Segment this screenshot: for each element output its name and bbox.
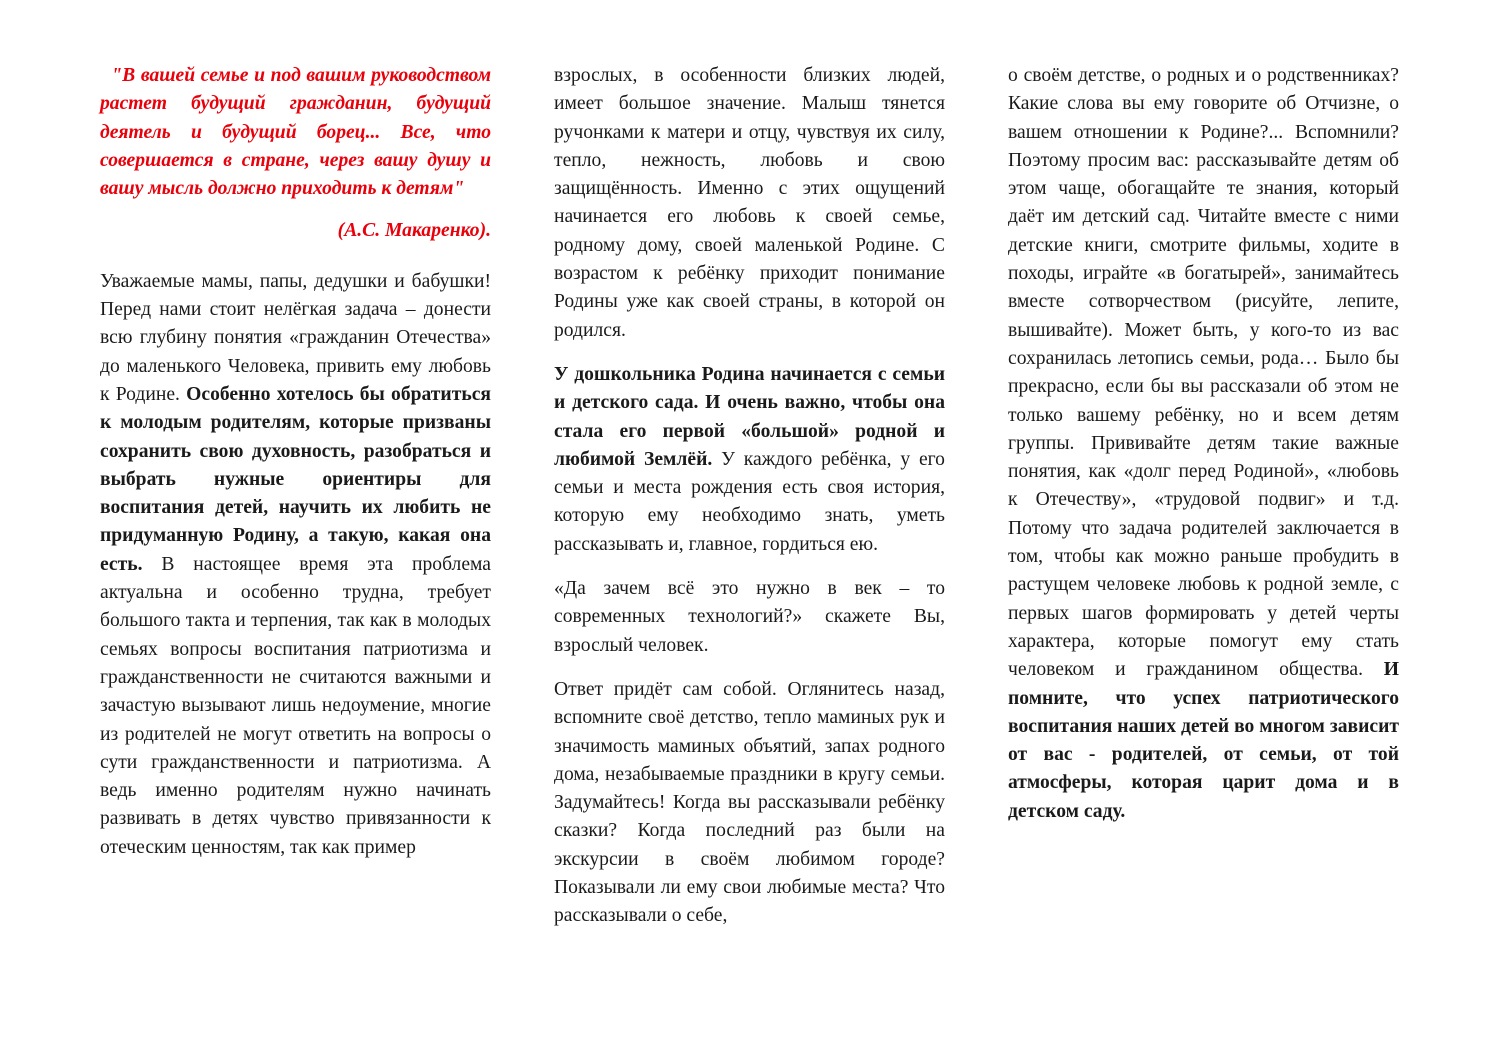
paragraph-appeal (100, 268, 491, 862)
paragraph-homeland-emphasis: У дошкольника Родина начинается с семьи и детского сада. И очень важно, чтобы она стала его первой «большой» родной и любимой Землёй. (554, 363, 945, 470)
paragraph-homeland-begins (554, 361, 945, 559)
paragraph-closing-text: о своём детстве, о родных и о родственниках? Какие слова вы ему говорите об Отчизне, о вашем отношении к Родине?... Вспомнили? Поэтому просим вас: рассказывайте детям об этом чаще, обогащайте те знания, который даёт им детский сад. Читайте вместе с ними детские книги, смотрите фильмы, ходите в походы, играйте «в богатырей», занимайтесь вместе сотворчеством (рисуйте, лепите, вышивайте). Может быть, у кого-то из вас сохранилась летопись семьи, рода… Было бы прекрасно, если бы вы рассказали об этом не только вашему ребёнку, но и всем детям группы. Прививайте детям такие важные понятия, как «долг перед Родиной», «любовь к Отечеству», «трудовой подвиг» и т.д. Потому что задача родителей заключается в том, чтобы как можно раньше пробудить в растущем человеке любовь к родной земле, с первых шагов формировать у детей черты характера, которые помогут ему стать человеком и гражданином общества. (1008, 65, 1399, 681)
paragraph-parents-example: взрослых, в особенности близких людей, имеет большое значение. Малыш тянется ручонками к матери и отцу, чувствуя их силу, тепло, нежность, любовь и свою защищённость. Именно с этих ощущений начинается его любовь к своей семье, родному дому, своей маленькой Родине. С возрастом к ребёнку приходит понимание Родины уже как своей страны, в которой он родился. (554, 65, 945, 341)
paragraph-closing-emphasis: И помните, что успех патриотического воспитания наших детей во многом зависит от вас - родителей, от семьи, от той атмосферы, которая царит дома и в детском саду. (1008, 659, 1399, 822)
paragraph-closing (1008, 62, 1399, 826)
epigraph-author: (А.С. Макаренко). (337, 220, 491, 242)
column-right (1008, 62, 1399, 842)
paragraph-homeland-continuation: У каждого ребёнка, у его семьи и места рождения есть своя история, которую ему необходимо знать, уметь рассказывать и, главное, гордиться ею. (554, 448, 945, 555)
paragraph-appeal-continuation: В настоящее время эта проблема актуальна и особенно трудна, требует большого такта и терпения, так как в молодых семьях вопросы воспитания патриотизма и гражданственности не считаются важными и зачастую вызывают лишь недоумение, многие из родителей не могут ответить на вопросы о сути гражданственности и патриотизма. А ведь именно родителям нужно начинать развивать в детях чувство привязанности к отеческим ценностям, так как пример (100, 553, 491, 858)
paragraph-appeal-emphasis: Особенно хотелось бы обратиться к молодым родителям, которые призваны сохранить свою духовность, разобраться и выбрать нужные ориентиры для воспитания детей, научить их любить не придуманную Родину, а такую, какая она есть. (100, 383, 492, 575)
paragraph-question: «Да зачем всё это нужно в век – то современных технологий?» скажете Вы, взрослый человек. (554, 578, 945, 656)
column-left (100, 62, 491, 878)
paragraph-appeal-intro: Уважаемые мамы, папы, дедушки и бабушки! Перед нами стоит нелёгкая задача – донести всю глубину понятия «гражданин Отечества» до маленького Человека, привить ему любовь к Родине. (100, 270, 491, 405)
epigraph-quote: "В вашей семье и под вашим руководством растет будущий гражданин, будущий деятель и будущий борец... Все, что совершается в стране, через вашу душу и вашу мысль должно приходить к детям" (100, 65, 491, 200)
paragraph-answer: Ответ придёт сам собой. Оглянитесь назад, вспомните своё детство, тепло маминых рук и значимость маминых объятий, запах родного дома, незабываемые праздники в кругу семьи. Задумайтесь! Когда вы рассказывали ребёнку сказки? Когда последний раз были на экскурсии в своём любимом городе? Показывали ли ему свои любимые места? Что рассказывали о себе, (554, 678, 945, 927)
column-middle (554, 62, 945, 947)
